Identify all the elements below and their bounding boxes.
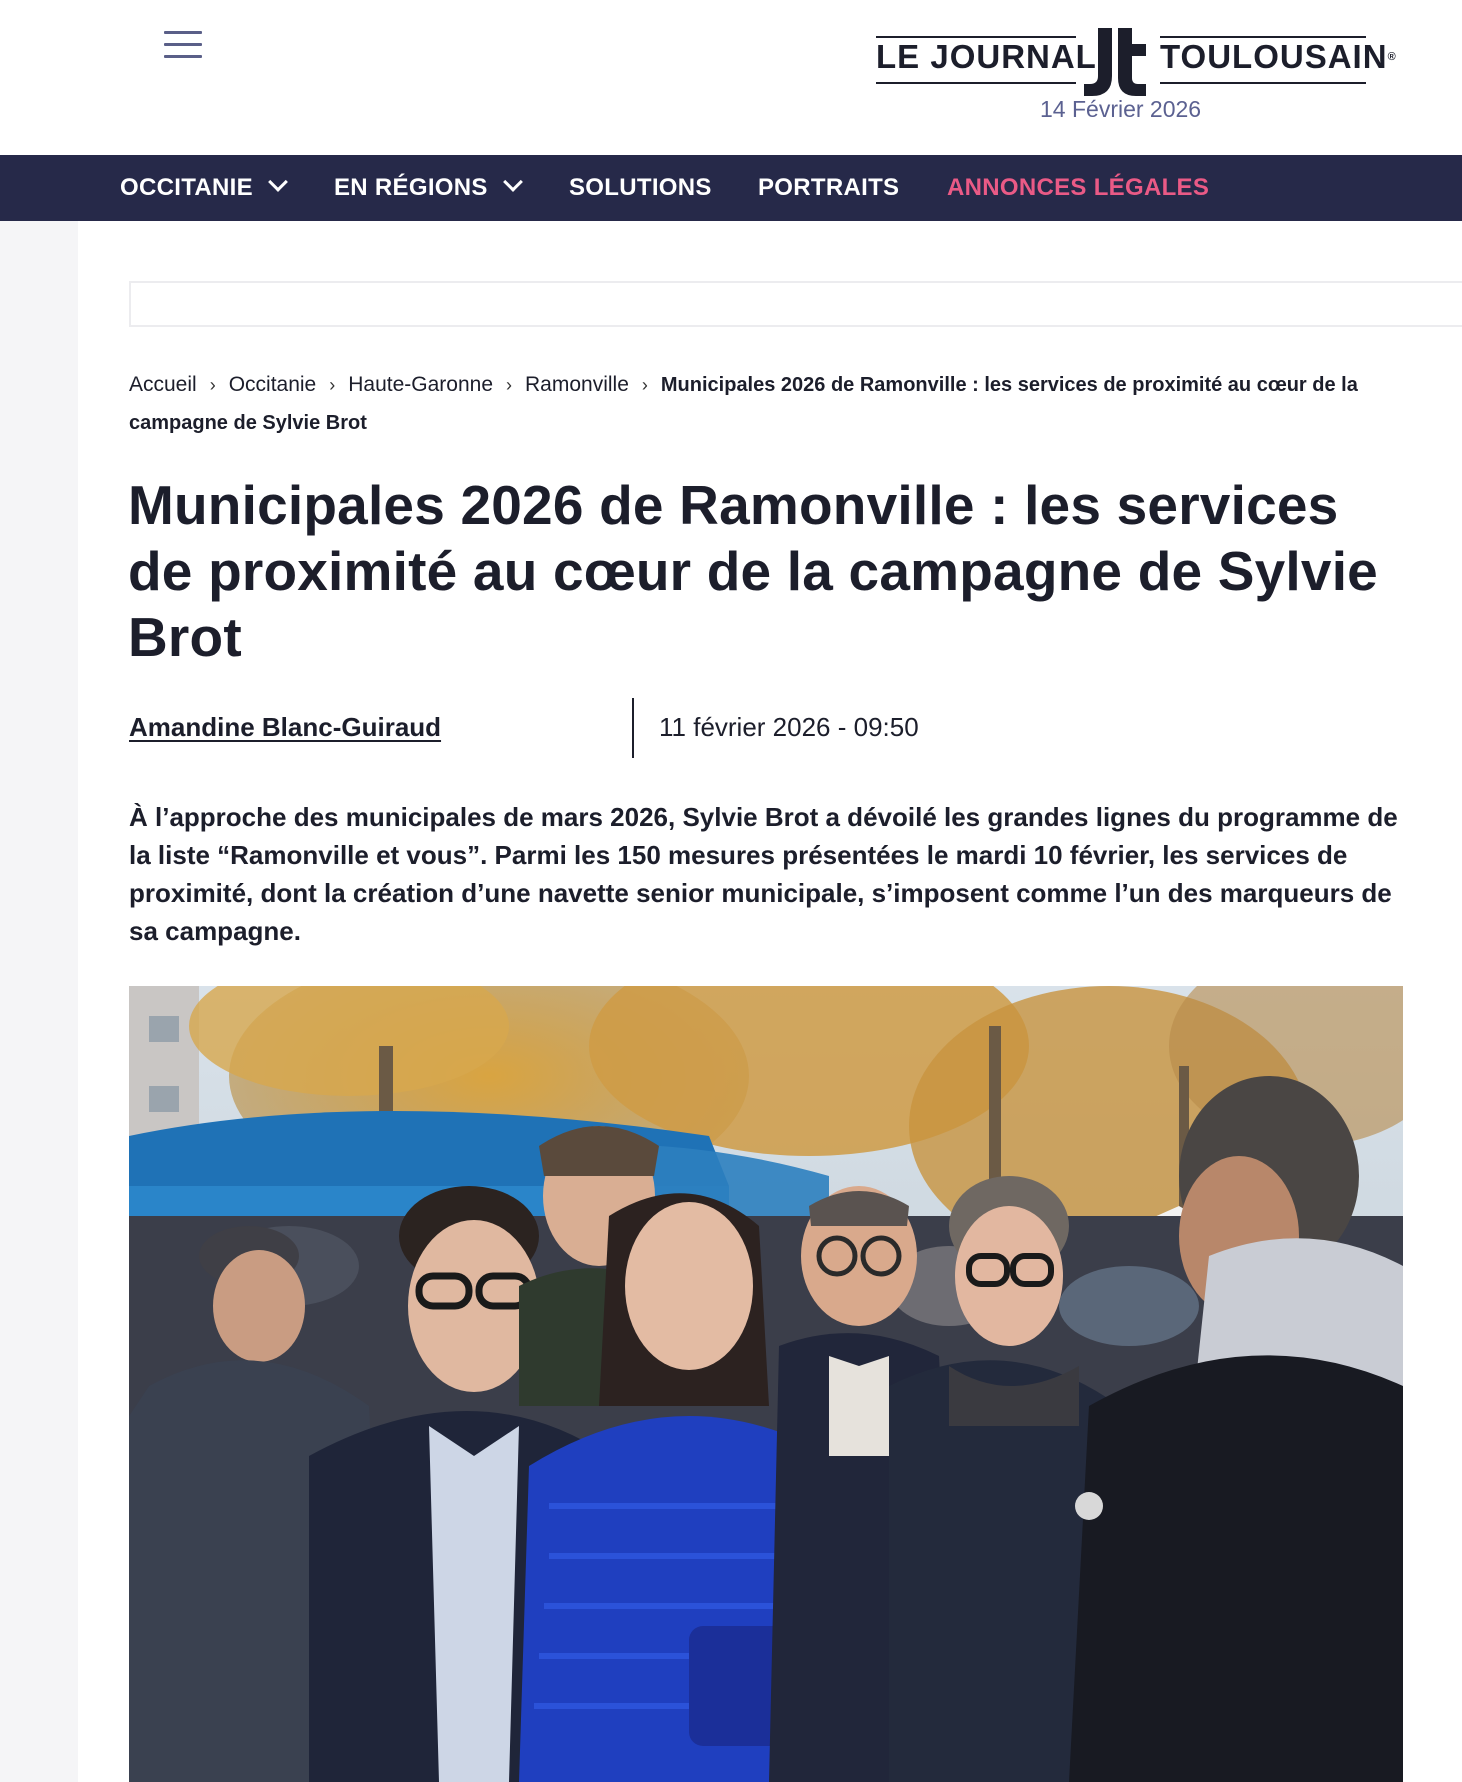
- publish-date: 11 février 2026 - 09:50: [659, 712, 919, 742]
- breadcrumb-separator: ›: [329, 375, 336, 395]
- chevron-down-icon: [268, 172, 288, 192]
- nav-item-en-regions[interactable]: [334, 155, 520, 221]
- nav-item-label: OCCITANIE: [120, 174, 253, 201]
- nav-item-label: EN RÉGIONS: [334, 174, 488, 201]
- chevron-down-icon: [503, 172, 523, 192]
- breadcrumb-ramonville[interactable]: Ramonville: [525, 373, 629, 396]
- breadcrumb-haute-garonne[interactable]: Haute-Garonne: [348, 373, 494, 396]
- hamburger-bar: [164, 31, 202, 34]
- article-byline: [129, 698, 1329, 758]
- nav-item-annonces-legales[interactable]: ANNONCES LÉGALES: [947, 174, 1210, 201]
- article-photo[interactable]: [129, 986, 1403, 1782]
- author-link[interactable]: Amandine Blanc-Guiraud: [129, 712, 442, 742]
- logo-right-word: [1160, 40, 1397, 74]
- breadcrumb-separator: ›: [209, 375, 216, 395]
- nav-item-portraits[interactable]: PORTRAITS: [758, 174, 900, 201]
- article-title: Municipales 2026 de Ramonville : les services de proximité au cœur de la campagne de Sylvie Brot: [128, 474, 1378, 668]
- market-crowd-illustration: [129, 986, 1403, 1782]
- logo-right-word-text: TOULOUSAIN: [1160, 38, 1388, 75]
- hamburger-bar: [164, 55, 202, 58]
- breadcrumb-separator: ›: [506, 375, 513, 395]
- logo-jt-mark: [1082, 26, 1154, 98]
- hamburger-icon[interactable]: [164, 28, 204, 62]
- logo-rule: [876, 82, 1076, 84]
- registered-mark: ®: [1387, 51, 1397, 63]
- hamburger-bar: [164, 43, 202, 46]
- header-date: 14 Février 2026: [1040, 96, 1202, 122]
- byline-divider: [632, 698, 634, 758]
- nav-item-occitanie[interactable]: [120, 155, 285, 221]
- logo-left-word: LE JOURNAL: [876, 38, 1097, 75]
- breadcrumb: [129, 366, 1391, 442]
- left-gutter: [0, 221, 78, 1782]
- site-logo[interactable]: [876, 26, 1397, 98]
- breadcrumb-separator: ›: [641, 375, 648, 395]
- nav-item-solutions[interactable]: SOLUTIONS: [569, 174, 712, 201]
- main-nav: [0, 155, 1462, 221]
- breadcrumb-current: Municipales 2026 de Ramonville : les services de proximité au cœur de la campagne de Sylvie Brot: [129, 374, 1358, 434]
- breadcrumb-accueil[interactable]: Accueil: [129, 373, 197, 396]
- breadcrumb-occitanie[interactable]: Occitanie: [228, 373, 317, 396]
- article-lead: À l’approche des municipales de mars 2026, Sylvie Brot a dévoilé les grandes lignes du programme de la liste “Ramonville et vous”. Parmi les 150 mesures présentées le mardi 10 février, les services de proximité, dont la création d’une navette senior municipale, s’imposent comme l’un des marqueurs de sa campagne.: [129, 802, 1398, 946]
- site-header: [0, 0, 1462, 155]
- logo-rule: [1160, 82, 1366, 84]
- ad-banner-slot: [129, 281, 1462, 327]
